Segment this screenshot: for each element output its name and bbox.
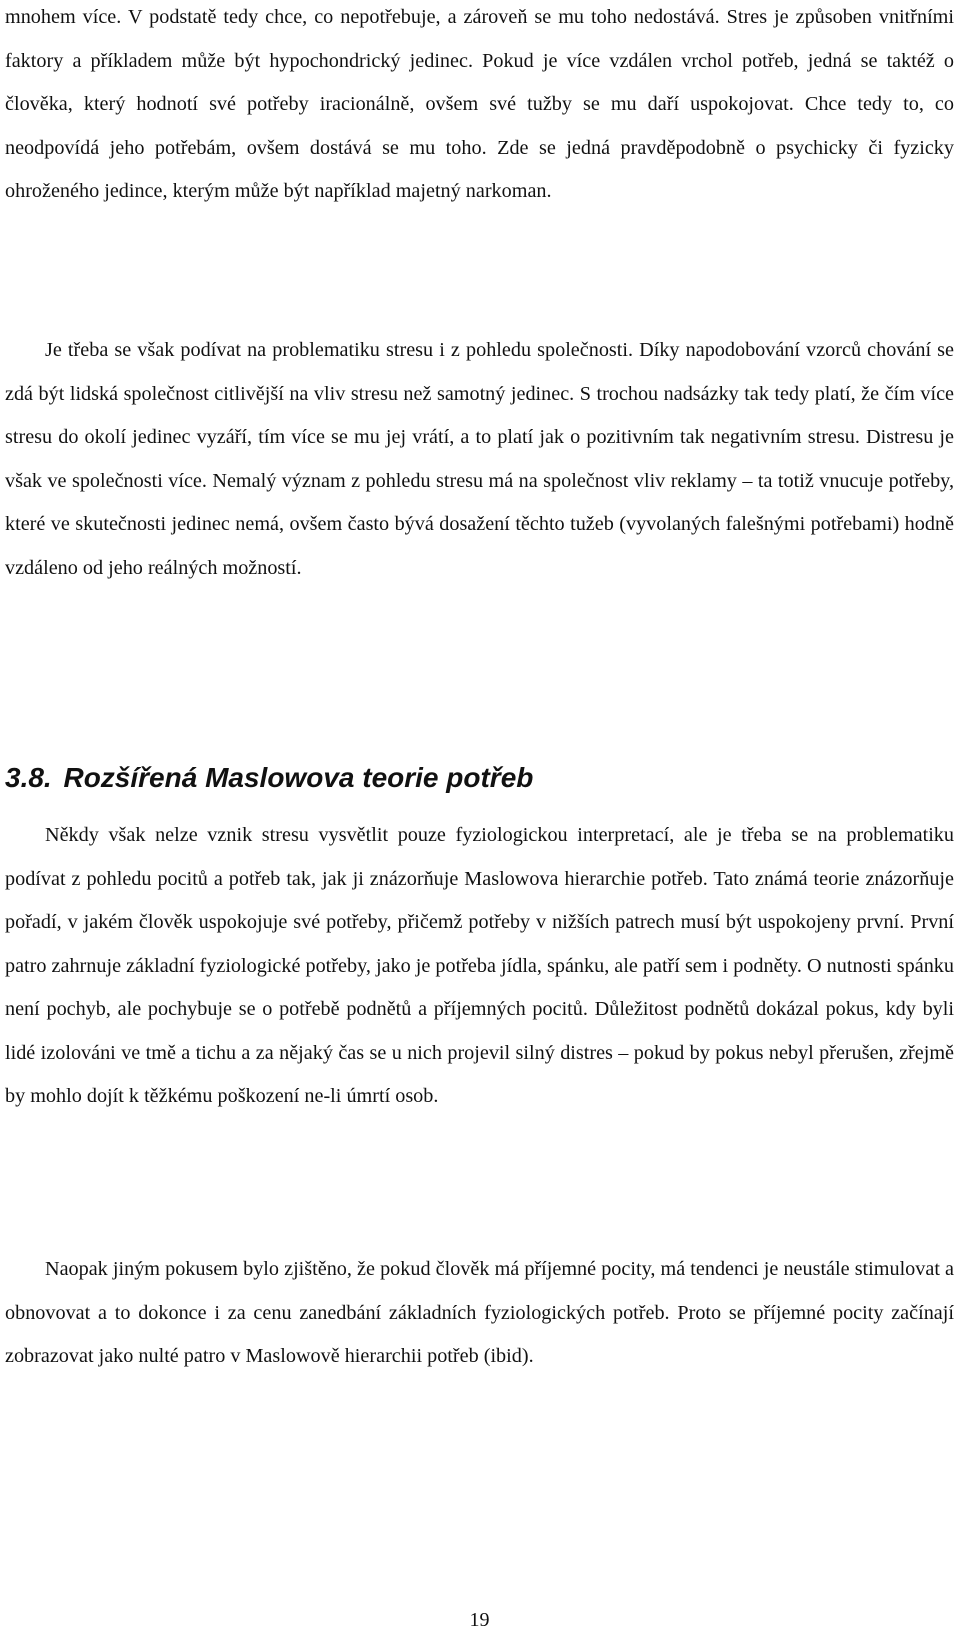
paragraph-maslow-hierarchy: Někdy však nelze vznik stresu vysvětlit pouze fyziologickou interpretací, ale je třeba se na problematiku podívat z pohledu pocitů a potřeb tak, jak ji znázorňuje Maslowova hierarchie potřeb. Tato známá teorie znázorňuje pořadí, v jakém člověk uspokojuje své potřeby, přičemž potřeby v nižších patrech musí být uspokojeny první. První patro zahrnuje základní fyziologické potřeby, jako je potřeba jídla, spánku, ale patří sem i podněty. O nutnosti spánku není pochyb, ale pochybuje se o potřebě podnětů a příjemných pocitů. Důležitost podnětů dokázal pokus, kdy byli lidé izolováni ve tmě a tichu a za nějaký čas se u nich projevil silný distres – pokud by pokus nebyl přerušen, zřejmě by mohlo dojít k těžkému poškození ne-li úmrtí osob. [5,824,954,1107]
section-number: 3.8. [5,762,52,793]
page-number: 19 [469,1609,490,1631]
paragraph-pleasant-feelings: Naopak jiným pokusem bylo zjištěno, že pokud člověk má příjemné pocity, má tendenci je neustále stimulovat a obnovovat a to dokonce i za cenu zanedbání základních fyziologických potřeb. Proto se příjemné pocity začínají zobrazovat jako nulté patro v Maslowově hierarchii potřeb (ibid). [5,1258,954,1367]
document-page [5,0,954,1640]
section-title: Rozšířená Maslowova teorie potřeb [63,762,534,793]
section-heading [5,760,533,796]
paragraph-society-stress: Je třeba se však podívat na problematiku stresu i z pohledu společnosti. Díky napodobování vzorců chování se zdá být lidská společnost citlivější na vliv stresu než samotný jedinec. S trochou nadsázky tak tedy platí, že čím více stresu do okolí jedinec vyzáří, tím více se mu jej vrátí, a to platí jak o pozitivním tak negativním stresu. Distresu je však ve společnosti více. Nemalý význam z pohledu stresu má na společnost vliv reklamy – ta totiž vnucuje potřeby, které ve skutečnosti jedinec nemá, ovšem často bývá dosažení těchto tužeb (vyvolaných falešnými potřebami) hodně vzdáleno od jeho reálných možností. [5,339,954,579]
paragraph-continued: mnohem více. V podstatě tedy chce, co nepotřebuje, a zároveň se mu toho nedostává. Stres je způsoben vnitřními faktory a příkladem může být hypochondrický jedinec. Pokud je více vzdálen vrchol potřeb, jedná se taktéž o člověka, který hodnotí své potřeby iracionálně, ovšem své tužby se mu daří uspokojovat. Chce tedy to, co neodpovídá jeho potřebám, ovšem dostává se mu toho. Zde se jedná pravděpodobně o psychicky či fyzicky ohroženého jedince, kterým může být například majetný narkoman. [5,6,954,202]
